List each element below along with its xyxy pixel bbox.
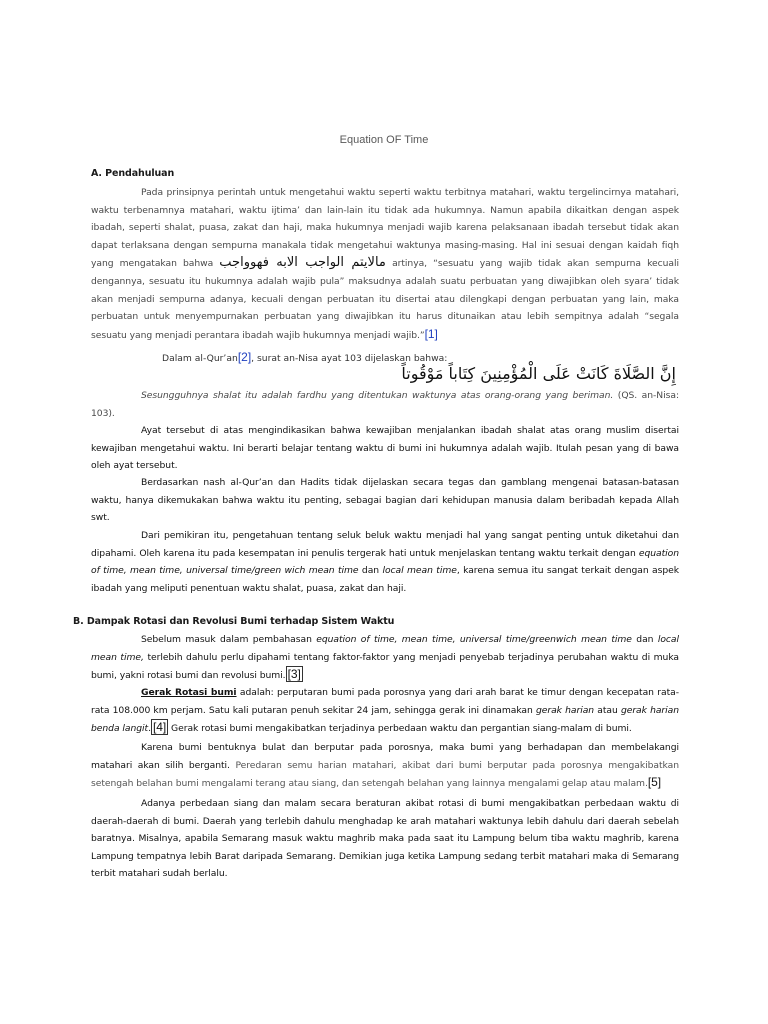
footnote-link-1[interactable]: [1] [424,326,438,341]
text-italic: gerak harian [535,704,595,716]
quran-translation [91,387,679,422]
text-italic: local mean time, [91,634,680,663]
section-a-paragraph-2: Ayat tersebut di atas mengindikasikan bahwa kewajiban menjalankan ibadah shalat atas orang muslim disertai kewajiban mengetahui waktu. Ini berarti belajar tentang waktu di bumi ini hukumnya adalah wajib. Itulah pesan yang di bawa oleh ayat tersebut. [91,425,679,472]
text: , karena semua itu sangat terkait dengan aspek ibadah yang meliputi penentuan waktu shalat, puasa, zakat dan haji. [91,565,680,594]
text: dan [361,565,380,577]
section-b-paragraph-3 [91,739,679,793]
section-b-paragraph-2 [91,684,679,738]
section-b-paragraph-1 [91,631,679,685]
text: . [148,723,151,735]
text: Pada prinsipnya perintah untuk mengetahui waktu seperti waktu terbitnya matahari, waktu tergelincirnya matahari, waktu terbenamnya matahari, waktu ijtima’ dan lain-lain itu tidak ada hukumnya. Namun apabila dikaitkan dengan aspek ibadah, seperti shalat, puasa, zakat dan haji, maka hukumnya menjadi wajib karena pelaksanaan ibadah tersebut tidak akan dapat terlaksana dengan sempurna manakala tidak mengetahui waktunya masing-masing. Hal ini sesuai dengan kaidah fiqh yang mengatakan bahwa [91,187,679,270]
translation-source: (QS. an-Nisa: 103). [91,390,679,419]
section-a-paragraph-4 [91,527,679,597]
text: Karena bumi bentuknya bulat dan berputar pada porosnya, maka bumi yang berhadapan dan membelakangi matahari akan silih berganti. [91,742,679,771]
footnote-link-5[interactable]: [5] [647,775,662,790]
quran-intro [162,350,447,364]
text-italic: equation of time, mean time, universal time/greenwich mean time [316,634,632,645]
quran-verse-arabic: إِنَّ الصَّلَاةَ كَانَتْ عَلَى الْمُؤْمِنِينَ كِتَاباً مَوْقُوتاً [401,364,676,383]
text: , surat an-Nisa ayat 103 dijelaskan bahwa: [251,353,448,364]
text-italic: equation of time, mean time, universal time/green wich mean time [91,547,679,577]
text: Dalam al-Qur’an [162,353,238,364]
text: dan [636,634,654,645]
text: terlebih dahulu perlu dipahami tentang faktor-faktor yang menjadi penyebab terjadinya perubahan waktu di muka bumi, yakni rotasi bumi dan revolusi bumi. [91,651,680,682]
section-a-paragraph-3: Berdasarkan nash al-Qur’an dan Hadits tidak dijelaskan secara tegas dan gamblang mengenai batasan-batasan waktu, hanya dikemukakan bahwa waktu itu penting, sebagai bagian dari kehidupan manusia dalam beribadah kepada Allah swt. [91,477,679,524]
text: artinya, “sesuatu yang wajib tidak akan sempurna kecuali dengannya, sesuatu itu hukumnya adalah wajib pula” maksudnya adalah suatu perbuatan yang diwajibkan oleh syara’ tidak akan menjadi sempurna adanya, kecuali dengan perbuatan itu disertai atau dilengkapi dengan perbuatan yang lain, maka perbuatan untuk menyempurnakan perbuatan yang diwajibkan itu harus ditunaikan atau lebih sempitnya adalah “segala sesuatu yang menjadi perantara ibadah wajib hukumnya menjadi wajib.” [91,258,680,341]
document-title: Equation OF Time [339,134,429,146]
section-a-paragraph-1 [91,184,679,344]
section-b-heading: B. Dampak Rotasi dan Revolusi Bumi terhadap Sistem Waktu [73,616,395,627]
section-b-paragraph-4: Adanya perbedaan siang dan malam secara beraturan akibat rotasi di bumi mengakibatkan perbedaan waktu di daerah-daerah di bumi. Daerah yang terlebih dahulu menghadap ke arah matahari waktunya lebih dahulu dari daerah sebelah baratnya. Misalnya, apabila Semarang masuk waktu maghrib maka pada saat itu Lampung belum tiba waktu maghrib, karena Lampung tempatnya lebih Barat daripada Semarang. Demikian juga ketika Lampung sedang terbit matahari maka di Semarang terbit matahari sudah berlalu. [91,798,679,880]
text: atau [597,704,618,716]
term-gerak-rotasi: Gerak Rotasi bumi [141,687,237,698]
arabic-maxim: مالايتم الواجب الابه فهوواجب [219,255,386,271]
text: adalah: perputaran bumi pada porosnya yang dari arah barat ke timur dengan kecepatan rata-rata 108.000 km perjam. Satu kali putaran penuh sekitar 24 jam, sehingga gerak ini dinamakan [91,687,679,716]
text: Sebelum masuk dalam pembahasan [141,634,312,645]
text: Gerak rotasi bumi mengakibatkan terjadinya perbedaan waktu dan pergantian siang-malam di bumi. [168,723,632,735]
text-italic: gerak harian benda langit [91,704,680,735]
footnote-link-3[interactable]: [3] [287,667,301,682]
section-a-heading: A. Pendahuluan [91,168,175,179]
footnote-link-4[interactable]: [4] [152,720,167,735]
translation-italic: Sesungguhnya shalat itu adalah fardhu yang ditentukan waktunya atas orang-orang yang beriman. [141,390,614,401]
footnote-link-2[interactable]: [2] [237,350,252,364]
text: Dari pemikiran itu, pengetahuan tentang seluk beluk waktu menjadi hal yang sangat penting untuk diketahui dan dipahami. Oleh karena itu pada kesempatan ini penulis tergerak hati untuk menjelaskan tentang waktu terkait dengan [91,530,679,559]
text-italic: local mean time [382,565,457,577]
text-light: Peredaran semu harian matahari, akibat dari bumi berputar pada porosnya mengakibatkan setengah belahan bumi mengalami terang atau siang, dan setengah belahan yang lainnya mengalami gelap atau malam. [91,759,679,790]
